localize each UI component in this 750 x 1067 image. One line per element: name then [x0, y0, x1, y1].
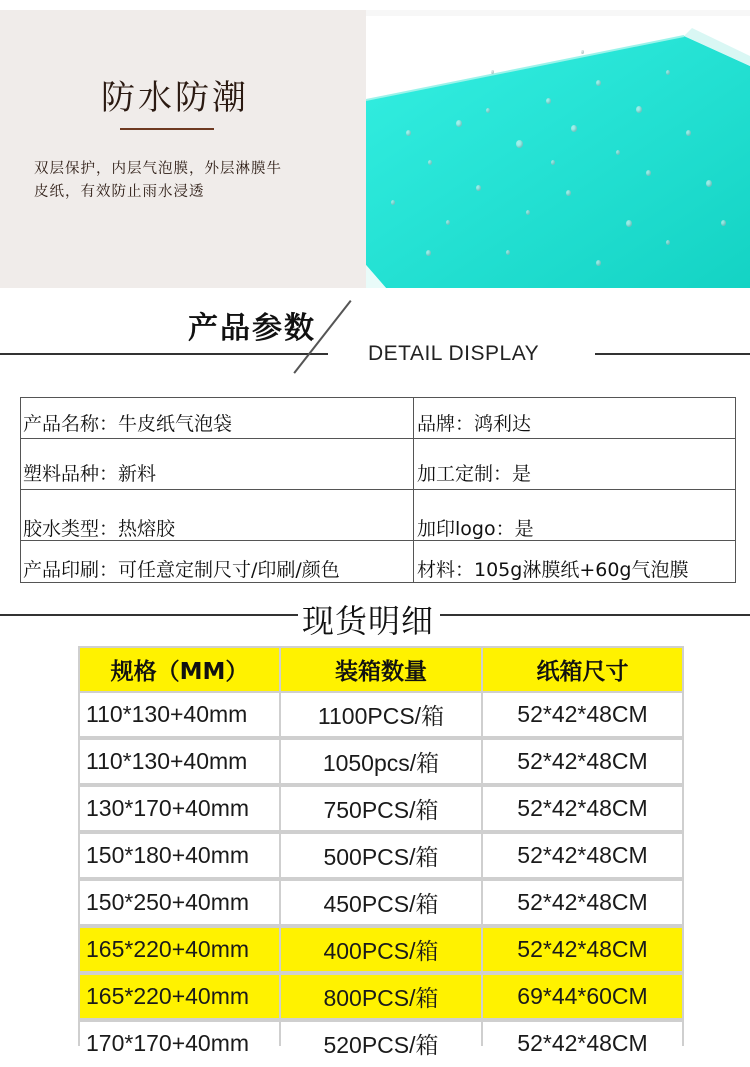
param-custom-processing: 加工定制：是	[417, 463, 532, 485]
water-drop	[666, 240, 670, 245]
row-box: 52*42*48CM	[483, 928, 682, 971]
water-drop	[571, 125, 577, 132]
param-logo-print: 加印logo：是	[417, 518, 534, 540]
row-qty: 750PCS/箱	[281, 787, 481, 830]
stock-rule-right	[440, 614, 750, 616]
param-brand: 品牌：鸿利达	[417, 413, 532, 435]
stock-table	[78, 646, 684, 1058]
water-drop	[546, 98, 551, 104]
water-drop	[426, 250, 431, 256]
hero-description	[34, 158, 334, 204]
water-drop	[476, 185, 481, 191]
water-drop	[516, 140, 523, 148]
water-drop	[566, 190, 571, 196]
row-box: 52*42*48CM	[483, 834, 682, 877]
params-section-subtitle: DETAIL DISPLAY	[368, 342, 540, 365]
param-material: 材料：105g淋膜纸+60g气泡膜	[417, 559, 689, 581]
water-drop	[596, 80, 601, 86]
param-glue-type: 胶水类型：热熔胶	[23, 518, 176, 540]
water-drop	[456, 120, 462, 127]
water-drop	[721, 220, 726, 226]
water-drop	[706, 180, 712, 187]
stock-rule-left	[0, 614, 298, 616]
row-qty: 400PCS/箱	[281, 928, 481, 971]
table-row	[78, 691, 684, 738]
table-row	[78, 785, 684, 832]
water-drop	[581, 50, 584, 54]
row-spec: 165*220+40mm	[80, 928, 279, 971]
row-spec: 110*130+40mm	[80, 740, 279, 783]
water-drop	[446, 220, 450, 225]
header-rule-left	[0, 353, 328, 355]
header-qty: 装箱数量	[281, 648, 481, 691]
header-box: 纸箱尺寸	[483, 648, 682, 691]
hero-divider	[120, 128, 214, 130]
hero-title: 防水防潮	[101, 78, 249, 118]
waterproof-bag-photo	[366, 10, 750, 288]
params-section-title: 产品参数	[188, 311, 316, 346]
water-drop	[596, 260, 601, 266]
row-spec: 150*250+40mm	[80, 881, 279, 924]
water-drop	[666, 70, 670, 75]
row-qty: 520PCS/箱	[281, 1022, 481, 1065]
row-box: 69*44*60CM	[483, 975, 682, 1018]
row-qty: 1050pcs/箱	[281, 740, 481, 783]
row-spec: 150*180+40mm	[80, 834, 279, 877]
row-box: 52*42*48CM	[483, 1022, 682, 1065]
row-box: 52*42*48CM	[483, 881, 682, 924]
water-drop	[646, 170, 651, 176]
row-box: 52*42*48CM	[483, 787, 682, 830]
water-drop	[391, 200, 395, 205]
row-spec: 130*170+40mm	[80, 787, 279, 830]
hero-text-panel	[0, 10, 366, 288]
water-drop	[616, 150, 620, 155]
table-row	[78, 832, 684, 879]
row-qty: 800PCS/箱	[281, 975, 481, 1018]
row-spec: 165*220+40mm	[80, 975, 279, 1018]
water-drop	[428, 160, 432, 165]
header-rule-right	[595, 353, 750, 355]
param-plastic-type: 塑料品种：新料	[23, 463, 157, 485]
stock-table-header	[78, 646, 684, 693]
water-drop	[406, 130, 411, 136]
row-qty: 1100PCS/箱	[281, 693, 481, 736]
row-qty: 450PCS/箱	[281, 881, 481, 924]
water-drop	[491, 70, 494, 74]
water-drop	[636, 106, 642, 113]
water-drop	[486, 108, 490, 113]
row-box: 52*42*48CM	[483, 693, 682, 736]
header-spec: 规格（MM）	[80, 648, 279, 691]
hero-desc-line-1: 双层保护，内层气泡膜，外层淋膜牛	[34, 161, 282, 177]
bag-with-water-drops-image	[366, 10, 750, 288]
water-drop	[626, 220, 632, 227]
water-drop	[551, 160, 555, 165]
table-row	[78, 1020, 684, 1067]
table-row	[78, 926, 684, 973]
product-params-table	[20, 397, 736, 583]
row-box: 52*42*48CM	[483, 740, 682, 783]
table-row	[78, 879, 684, 926]
table-row	[78, 973, 684, 1020]
hero-desc-line-2: 皮纸，有效防止雨水浸透	[34, 184, 205, 200]
water-drop	[506, 250, 510, 255]
hero-banner	[0, 0, 750, 290]
water-drop	[526, 210, 530, 215]
water-drop	[686, 130, 691, 136]
table-row	[78, 738, 684, 785]
row-qty: 500PCS/箱	[281, 834, 481, 877]
row-spec: 170*170+40mm	[80, 1022, 279, 1065]
stock-section-title: 现货明细	[302, 602, 435, 640]
param-printing: 产品印刷：可任意定制尺寸/印刷/颜色	[23, 559, 340, 581]
row-spec: 110*130+40mm	[80, 693, 279, 736]
param-product-name: 产品名称：牛皮纸气泡袋	[23, 413, 233, 435]
